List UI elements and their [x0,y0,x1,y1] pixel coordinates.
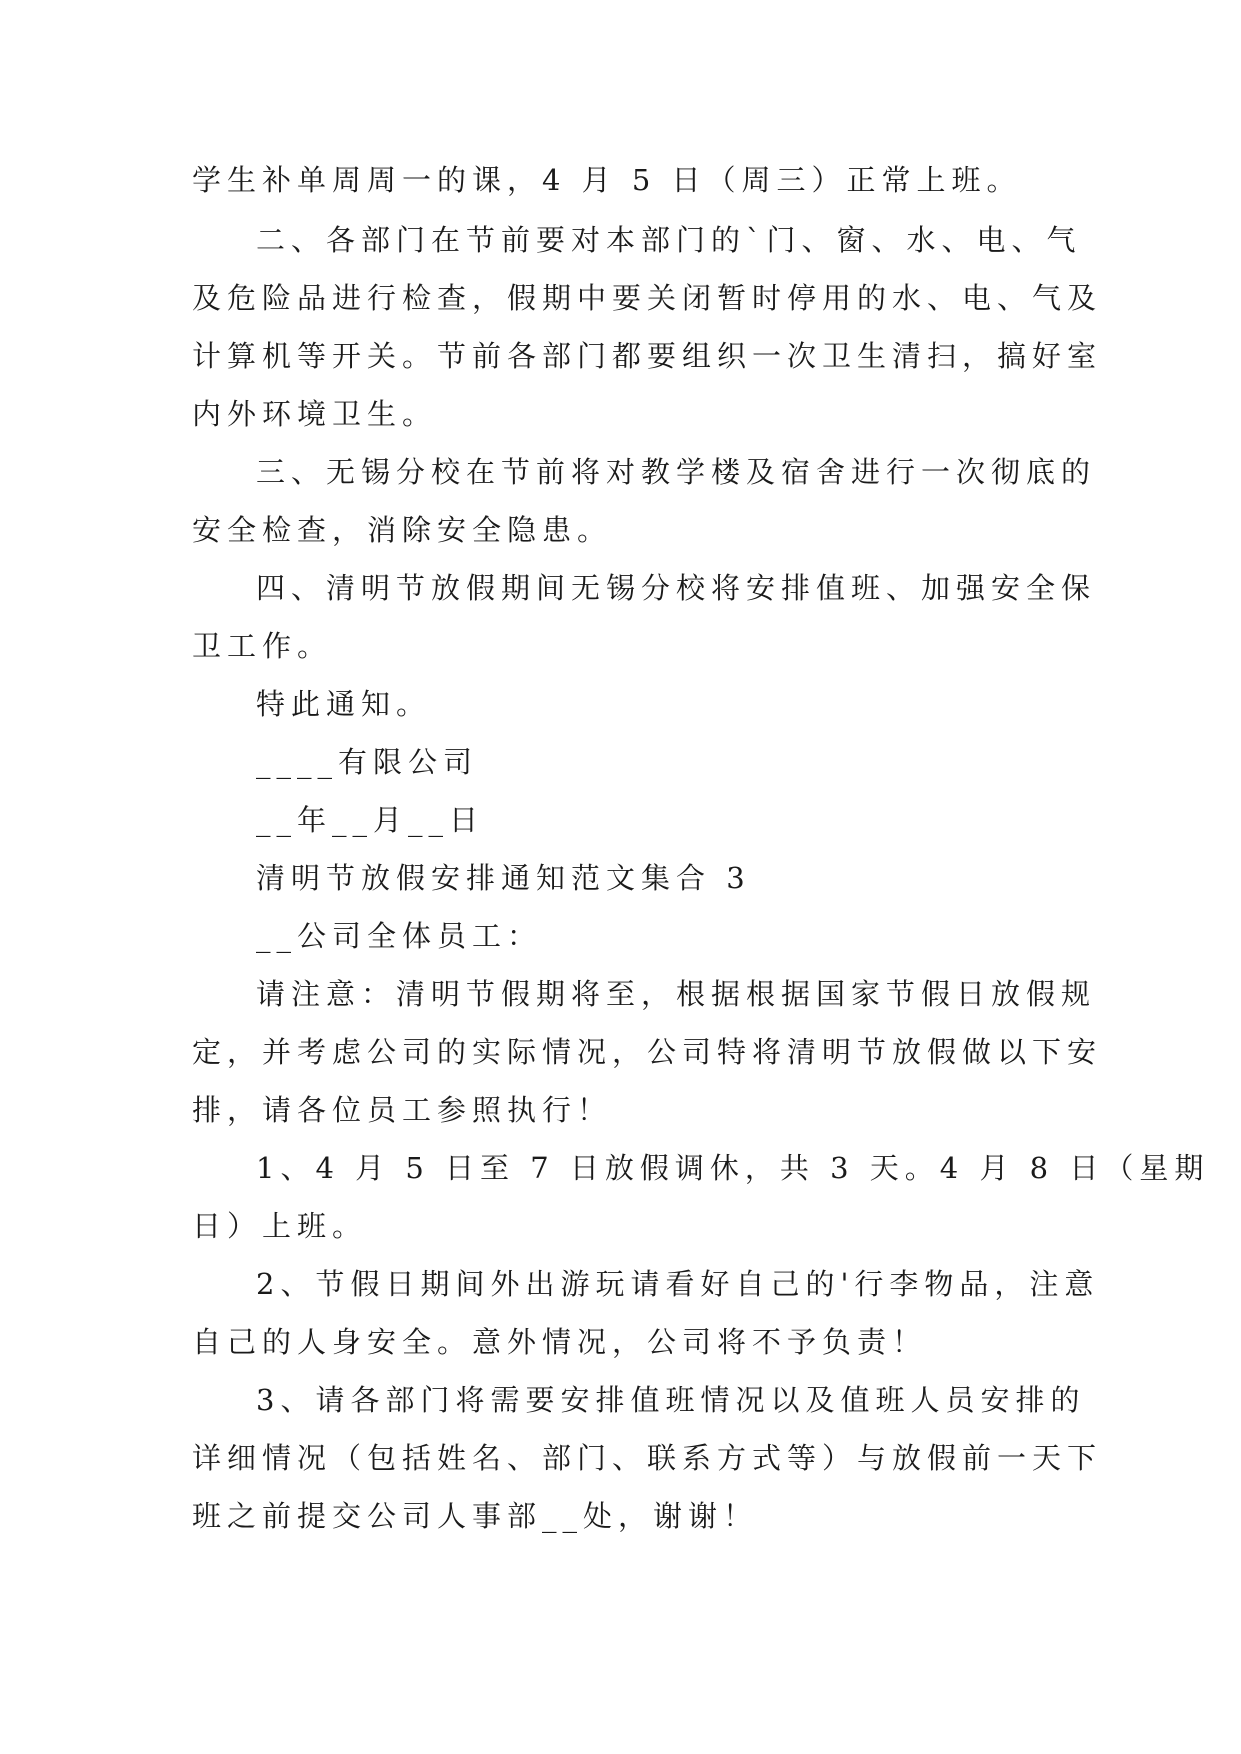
text-line: 班之前提交公司人事部__处，谢谢！ [192,1499,759,1533]
closing-notice: 特此通知。 [256,687,432,721]
paragraph-start: 请注意：清明节假期将至，根据根据国家节假日放假规 [256,977,1097,1011]
signature-date: __年__月__日 [256,803,485,837]
text-line: 详细情况（包括姓名、部门、联系方式等）与放假前一天下 [192,1441,1103,1475]
text-line: 安全检查，消除安全隐患。 [192,513,613,547]
text-line: 排，请各位员工参照执行！ [192,1093,613,1127]
salutation: __公司全体员工： [256,919,543,953]
text-line: 日）上班。 [192,1209,368,1243]
text-line: 计算机等开关。节前各部门都要组织一次卫生清扫，搞好室 [192,339,1103,373]
paragraph-start: 四、清明节放假期间无锡分校将安排值班、加强安全保 [256,571,1097,605]
section-heading: 清明节放假安排通知范文集合 3 [256,861,751,895]
paragraph-start: 二、各部门在节前要对本部门的`门、窗、水、电、气 [256,223,1082,257]
paragraph-start: 三、无锡分校在节前将对教学楼及宿舍进行一次彻底的 [256,455,1097,489]
list-item-2: 2、节假日期间外出游玩请看好自己的'行李物品，注意 [256,1267,1100,1301]
text-line: 定，并考虑公司的实际情况，公司特将清明节放假做以下安 [192,1035,1103,1069]
text-line: 及危险品进行检查，假期中要关闭暂时停用的水、电、气及 [192,281,1103,315]
text-line: 内外环境卫生。 [192,397,438,431]
signature-company: ____有限公司 [256,745,479,779]
list-item-3: 3、请各部门将需要安排值班情况以及值班人员安排的 [256,1383,1086,1417]
text-line: 自己的人身安全。意外情况，公司将不予负责！ [192,1325,928,1359]
text-line: 学生补单周周一的课，4 月 5 日（周三）正常上班。 [192,163,1022,197]
list-item-1: 1、4 月 5 日至 7 日放假调休，共 3 天。4 月 8 日（星期 [256,1151,1210,1185]
text-line: 卫工作。 [192,629,333,663]
